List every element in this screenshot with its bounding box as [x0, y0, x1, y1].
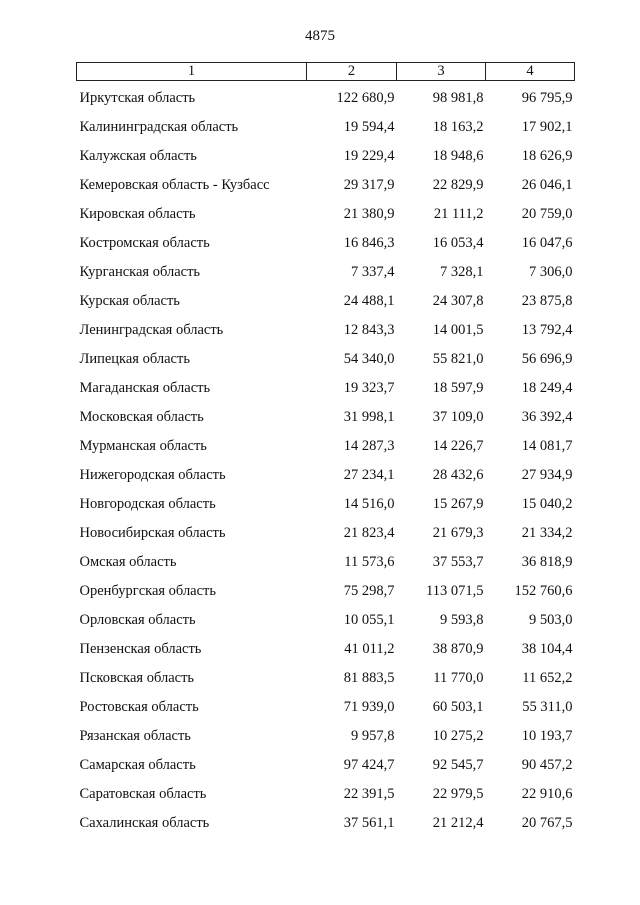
column-header-3: 3 [397, 63, 486, 81]
region-name: Курская область [79, 293, 180, 309]
region-name: Костромская область [79, 235, 210, 251]
value-col-3: 22 979,5 [432, 786, 484, 802]
value-col-3: 98 981,8 [432, 90, 484, 106]
table-row [77, 374, 575, 403]
value-col-4: 36 818,9 [521, 554, 573, 570]
region-name: Курганская область [79, 264, 201, 280]
table-row [77, 142, 575, 171]
value-col-2: 27 234,1 [343, 467, 395, 483]
table-row [77, 548, 575, 577]
table-row [77, 403, 575, 432]
table-row [77, 81, 575, 114]
table-row [77, 432, 575, 461]
value-col-4: 9 503,0 [529, 612, 573, 628]
value-col-3: 60 503,1 [432, 699, 484, 715]
value-col-2: 41 011,2 [344, 641, 395, 657]
table-row [77, 171, 575, 200]
region-name: Сахалинская область [79, 815, 210, 831]
value-col-2: 71 939,0 [343, 699, 395, 715]
value-col-3: 14 001,5 [432, 322, 484, 338]
column-header-4: 4 [486, 63, 575, 81]
value-col-3: 16 053,4 [432, 235, 484, 251]
value-col-2: 122 680,9 [336, 90, 395, 106]
region-name: Липецкая область [79, 351, 190, 367]
page-number: 4875 [305, 28, 335, 44]
table-row [77, 258, 575, 287]
header-row [77, 63, 575, 81]
value-col-2: 37 561,1 [343, 815, 395, 831]
value-col-3: 21 679,3 [432, 525, 484, 541]
value-col-3: 10 275,2 [432, 728, 484, 744]
table-row [77, 461, 575, 490]
value-col-4: 11 652,2 [522, 670, 573, 686]
value-col-2: 19 229,4 [343, 148, 395, 164]
value-col-2: 54 340,0 [343, 351, 395, 367]
region-name: Калининградская область [79, 119, 239, 135]
table-row [77, 664, 575, 693]
value-col-3: 21 212,4 [432, 815, 484, 831]
table-row [77, 345, 575, 374]
region-name: Рязанская область [79, 728, 191, 744]
value-col-4: 96 795,9 [521, 90, 573, 106]
table-row [77, 229, 575, 258]
value-col-3: 18 948,6 [432, 148, 484, 164]
data-table [76, 62, 575, 838]
value-col-3: 38 870,9 [432, 641, 484, 657]
region-name: Магаданская область [79, 380, 211, 396]
value-col-2: 75 298,7 [343, 583, 395, 599]
value-col-3: 18 163,2 [432, 119, 484, 135]
table-row [77, 606, 575, 635]
region-name: Мурманская область [79, 438, 207, 454]
value-col-2: 24 488,1 [343, 293, 395, 309]
value-col-2: 97 424,7 [343, 757, 395, 773]
value-col-4: 56 696,9 [521, 351, 573, 367]
table-row [77, 113, 575, 142]
table-row [77, 200, 575, 229]
value-col-4: 26 046,1 [521, 177, 573, 193]
value-col-4: 152 760,6 [514, 583, 573, 599]
value-col-3: 11 770,0 [433, 670, 484, 686]
value-col-4: 13 792,4 [521, 322, 573, 338]
value-col-2: 16 846,3 [343, 235, 395, 251]
value-col-4: 22 910,6 [521, 786, 573, 802]
value-col-2: 14 516,0 [343, 496, 395, 512]
value-col-2: 10 055,1 [343, 612, 395, 628]
region-name: Самарская область [79, 757, 196, 773]
table-row [77, 316, 575, 345]
value-col-2: 81 883,5 [343, 670, 395, 686]
region-name: Орловская область [79, 612, 196, 628]
value-col-2: 21 823,4 [343, 525, 395, 541]
value-col-3: 9 593,8 [440, 612, 484, 628]
value-col-4: 10 193,7 [521, 728, 573, 744]
region-name: Новосибирская область [79, 525, 226, 541]
value-col-4: 20 759,0 [521, 206, 573, 222]
value-col-3: 18 597,9 [432, 380, 484, 396]
value-col-4: 16 047,6 [521, 235, 573, 251]
value-col-4: 17 902,1 [521, 119, 573, 135]
table-body [77, 81, 575, 839]
value-col-3: 113 071,5 [426, 583, 484, 599]
value-col-3: 28 432,6 [432, 467, 484, 483]
value-col-2: 12 843,3 [343, 322, 395, 338]
value-col-4: 23 875,8 [521, 293, 573, 309]
value-col-2: 14 287,3 [343, 438, 395, 454]
value-col-2: 21 380,9 [343, 206, 395, 222]
value-col-3: 24 307,8 [432, 293, 484, 309]
value-col-4: 14 081,7 [521, 438, 573, 454]
value-col-3: 22 829,9 [432, 177, 484, 193]
region-name: Омская область [79, 554, 177, 570]
value-col-3: 55 821,0 [432, 351, 484, 367]
value-col-2: 29 317,9 [343, 177, 395, 193]
table-header [77, 63, 575, 81]
value-col-3: 92 545,7 [432, 757, 484, 773]
region-name: Кировская область [79, 206, 196, 222]
column-header-2: 2 [307, 63, 397, 81]
column-header-1: 1 [77, 63, 307, 81]
value-col-3: 37 553,7 [432, 554, 484, 570]
value-col-4: 27 934,9 [521, 467, 573, 483]
region-name: Ленинградская область [79, 322, 224, 338]
table-row [77, 693, 575, 722]
region-name: Оренбургская область [79, 583, 217, 599]
region-name: Кемеровская область - Кузбасс [79, 177, 270, 193]
table-row [77, 577, 575, 606]
region-name: Ростовская область [79, 699, 199, 715]
value-col-4: 55 311,0 [522, 699, 573, 715]
value-col-4: 36 392,4 [521, 409, 573, 425]
table-row [77, 635, 575, 664]
value-col-4: 90 457,2 [521, 757, 573, 773]
region-name: Новгородская область [79, 496, 216, 512]
value-col-4: 7 306,0 [529, 264, 573, 280]
region-name: Псковская область [79, 670, 195, 686]
value-col-3: 7 328,1 [440, 264, 484, 280]
region-name: Нижегородская область [79, 467, 226, 483]
value-col-2: 19 594,4 [343, 119, 395, 135]
value-col-4: 18 626,9 [521, 148, 573, 164]
region-name: Пензенская область [79, 641, 202, 657]
value-col-3: 14 226,7 [432, 438, 484, 454]
value-col-3: 37 109,0 [432, 409, 484, 425]
value-col-3: 21 111,2 [433, 206, 484, 222]
value-col-4: 18 249,4 [521, 380, 573, 396]
value-col-3: 15 267,9 [432, 496, 484, 512]
region-name: Московская область [79, 409, 204, 425]
value-col-4: 20 767,5 [521, 815, 573, 831]
table-row [77, 722, 575, 751]
region-name: Иркутская область [79, 90, 196, 106]
value-col-4: 21 334,2 [521, 525, 573, 541]
table-row [77, 751, 575, 780]
value-col-4: 38 104,4 [521, 641, 573, 657]
region-name: Саратовская область [79, 786, 207, 802]
region-name: Калужская область [79, 148, 197, 164]
table-row [77, 490, 575, 519]
value-col-2: 9 957,8 [351, 728, 395, 744]
value-col-2: 31 998,1 [343, 409, 395, 425]
value-col-2: 7 337,4 [351, 264, 395, 280]
table-row [77, 809, 575, 838]
value-col-2: 11 573,6 [344, 554, 395, 570]
value-col-4: 15 040,2 [521, 496, 573, 512]
table-row [77, 519, 575, 548]
value-col-2: 19 323,7 [343, 380, 395, 396]
table-row [77, 780, 575, 809]
value-col-2: 22 391,5 [343, 786, 395, 802]
table-row [77, 287, 575, 316]
